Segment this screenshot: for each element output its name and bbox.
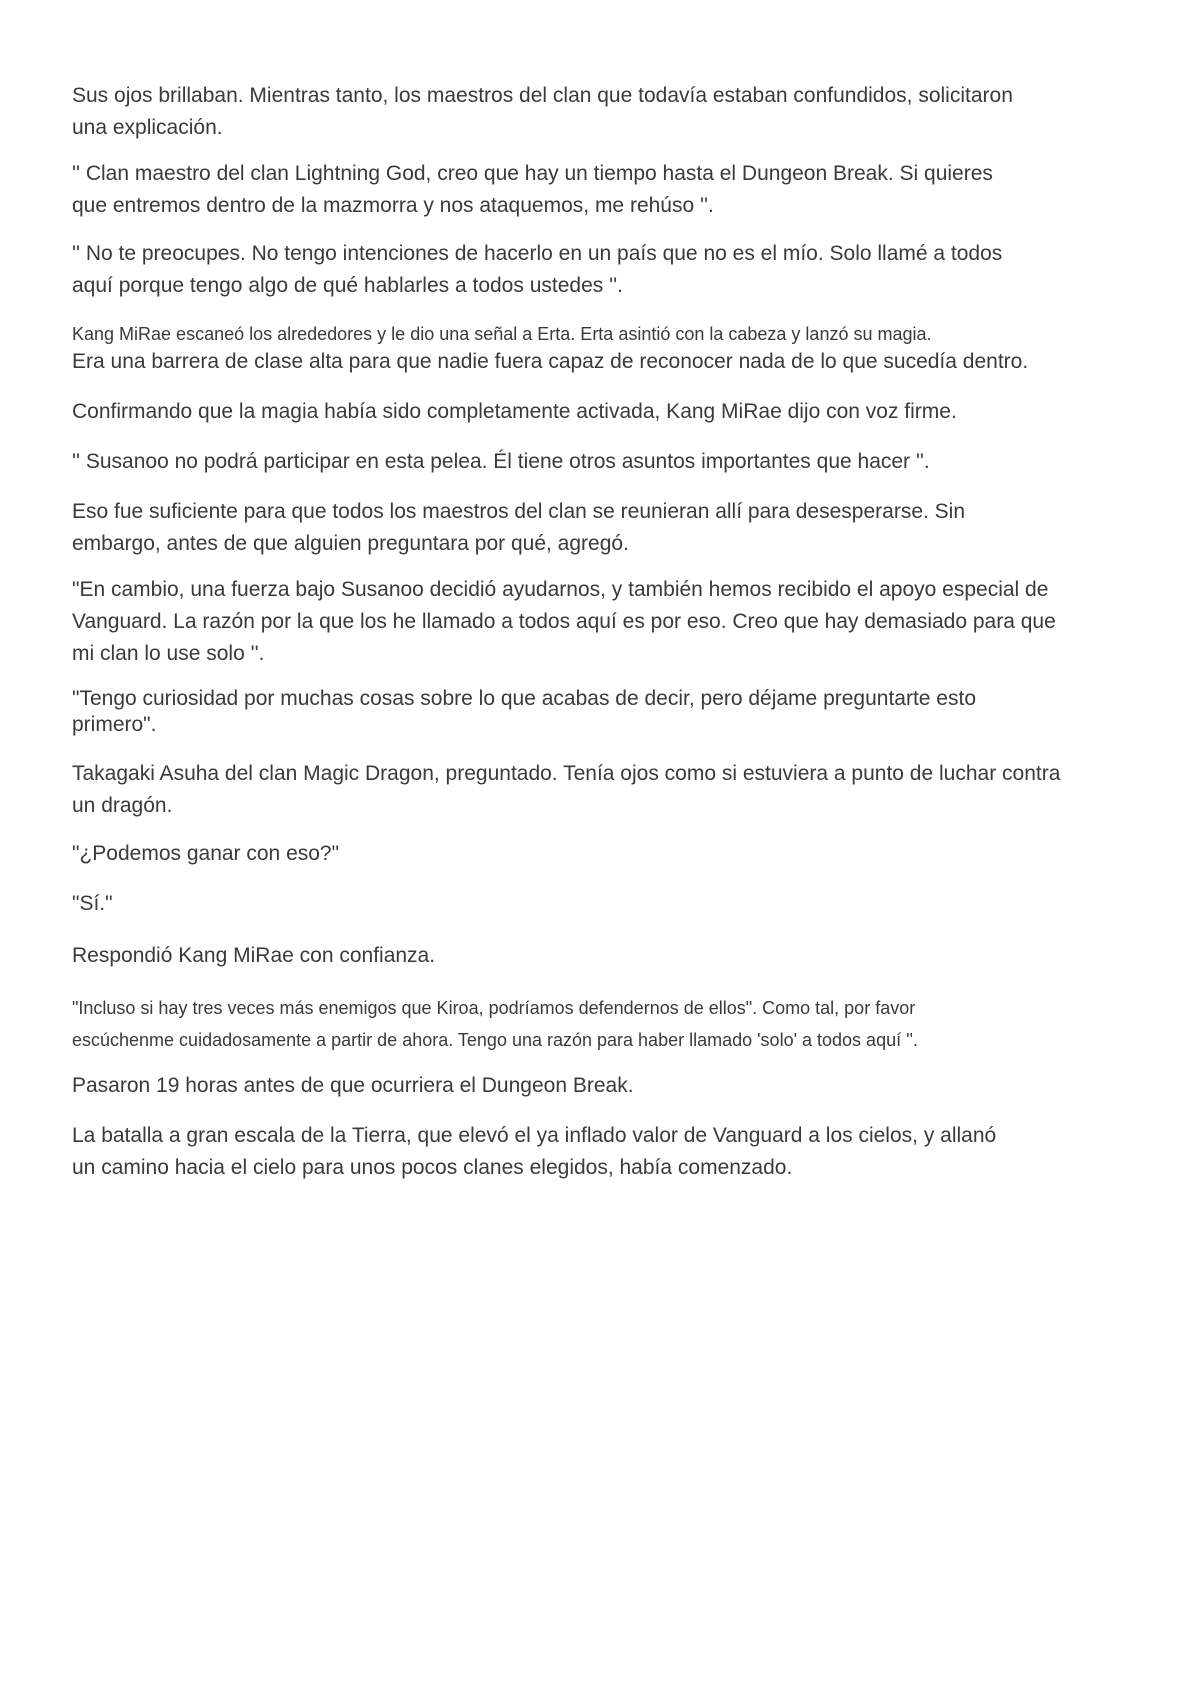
text-line: primero". — [72, 713, 157, 736]
paragraph — [72, 940, 1132, 972]
text-line: un camino hacia el cielo para unos pocos clanes elegidos, había comenzado. — [72, 1156, 793, 1179]
text-line: La batalla a gran escala de la Tierra, que elevó el ya inflado valor de Vanguard a los cielos, y allanó — [72, 1124, 997, 1147]
paragraph — [72, 346, 1132, 378]
paragraph — [72, 888, 1132, 920]
paragraph — [72, 496, 1132, 560]
paragraph — [72, 992, 1132, 1056]
text-line: Vanguard. La razón por la que los he llamado a todos aquí es por eso. Creo que hay demasiado para que — [72, 610, 1056, 633]
paragraph — [72, 758, 1132, 822]
text-line: "¿Podemos ganar con eso?" — [72, 842, 340, 865]
text-line: "Tengo curiosidad por muchas cosas sobre lo que acabas de decir, pero déjame preguntarte esto — [72, 687, 977, 710]
paragraph — [72, 80, 1132, 144]
text-line: '' Susanoo no podrá participar en esta pelea. Él tiene otros asuntos importantes que hacer ''. — [72, 450, 930, 473]
text-line: escúchenme cuidadosamente a partir de ahora. Tengo una razón para haber llamado 'solo' a todos aquí ''. — [72, 1030, 918, 1050]
text-line: una explicación. — [72, 116, 223, 139]
text-line: "Sí." — [72, 892, 113, 915]
text-line: Era una barrera de clase alta para que nadie fuera capaz de reconocer nada de lo que sucedía dentro. — [72, 350, 1029, 373]
text-line: mi clan lo use solo ''. — [72, 642, 265, 665]
text-line: Respondió Kang MiRae con confianza. — [72, 944, 436, 967]
text-line: un dragón. — [72, 794, 173, 817]
text-line: "Incluso si hay tres veces más enemigos que Kiroa, podríamos defendernos de ellos". Como tal, por favor — [72, 998, 916, 1018]
text-line: Sus ojos brillaban. Mientras tanto, los maestros del clan que todavía estaban confundidos, solicitaron — [72, 84, 1013, 107]
text-line: '' No te preocupes. No tengo intenciones de hacerlo en un país que no es el mío. Solo llamé a todos — [72, 242, 1003, 265]
text-line: '' Clan maestro del clan Lightning God, creo que hay un tiempo hasta el Dungeon Break. Si quieres — [72, 162, 993, 185]
paragraph — [72, 838, 1132, 870]
text-line: Pasaron 19 horas antes de que ocurriera el Dungeon Break. — [72, 1074, 634, 1097]
text-line: Takagaki Asuha del clan Magic Dragon, preguntado. Tenía ojos como si estuviera a punto de luchar contra — [72, 762, 1061, 785]
paragraph — [72, 158, 1132, 222]
paragraph — [72, 446, 1132, 478]
paragraph — [72, 1070, 1132, 1102]
paragraph — [72, 238, 1132, 302]
paragraph — [72, 1120, 1132, 1184]
text-line: embargo, antes de que alguien preguntara por qué, agregó. — [72, 532, 629, 555]
paragraph — [72, 396, 1132, 428]
text-line: Confirmando que la magia había sido completamente activada, Kang MiRae dijo con voz firme. — [72, 400, 957, 423]
text-line: Kang MiRae escaneó los alrededores y le dio una señal a Erta. Erta asintió con la cabeza y lanzó su magia. — [72, 324, 932, 344]
paragraph — [72, 574, 1132, 670]
text-line: "En cambio, una fuerza bajo Susanoo decidió ayudarnos, y también hemos recibido el apoyo especial de — [72, 578, 1049, 601]
text-line: que entremos dentro de la mazmorra y nos ataquemos, me rehúso ''. — [72, 194, 714, 217]
paragraph — [72, 686, 1132, 738]
text-line: Eso fue suficiente para que todos los maestros del clan se reunieran allí para desesperarse. Sin — [72, 500, 966, 523]
text-line: aquí porque tengo algo de qué hablarles a todos ustedes ''. — [72, 274, 623, 297]
